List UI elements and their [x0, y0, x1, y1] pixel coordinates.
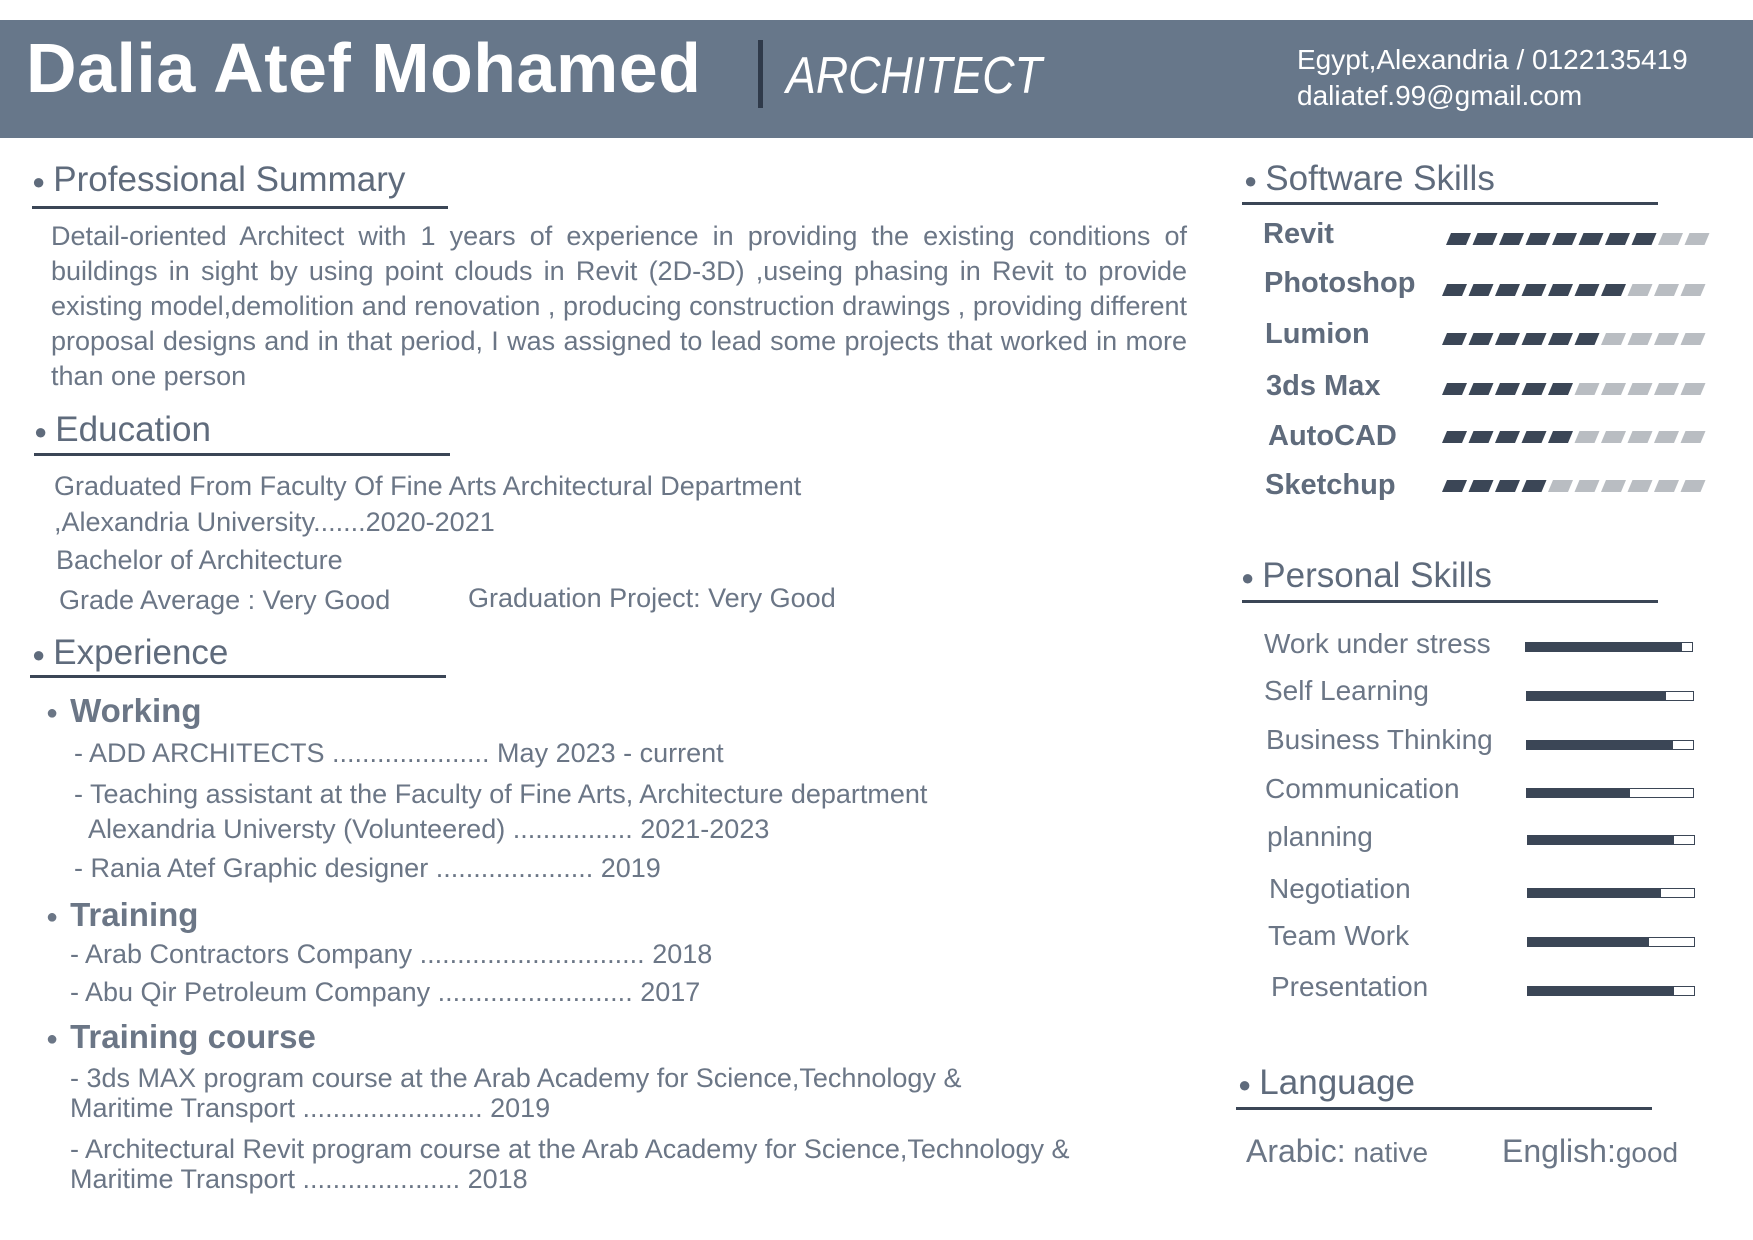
bullet-icon: ●: [1241, 564, 1255, 590]
skill-segment-empty: [1681, 333, 1706, 345]
skill-segment-filled: [1442, 480, 1467, 492]
software-skill-bar: [1446, 233, 1716, 245]
skill-segment-filled: [1442, 383, 1467, 395]
skill-segment-filled: [1469, 284, 1494, 296]
personal-skill-bar-fill: [1528, 889, 1661, 897]
skill-segment-empty: [1654, 431, 1679, 443]
skill-segment-empty: [1681, 480, 1706, 492]
skill-segment-empty: [1654, 284, 1679, 296]
summary-text: Detail-oriented Architect with 1 years of experience in providing the existing conditions of buildings in sight by using point clouds in Revit (2D-3D) ,useing phasing in Revit to provide existing model,demolition and renovation , producing construction drawings , providing different proposal designs and in that period, I was assigned to lead some projects that worked in more than one person: [51, 221, 1187, 391]
bullet-icon: ●: [46, 701, 59, 724]
education-line: Graduated From Faculty Of Fine Arts Architectural Department: [54, 471, 802, 501]
skill-segment-filled: [1548, 284, 1573, 296]
skill-segment-empty: [1548, 480, 1573, 492]
skill-segment-filled: [1473, 233, 1498, 245]
personal-skill-name: Presentation: [1271, 971, 1429, 1002]
skill-segment-filled: [1469, 431, 1494, 443]
personal-skill-name: Communication: [1265, 773, 1460, 804]
personal-skill-name: planning: [1267, 821, 1373, 852]
software-skill-name: AutoCAD: [1268, 420, 1397, 452]
education-line: ,Alexandria University.......2020-2021: [54, 507, 495, 537]
skill-segment-empty: [1654, 333, 1679, 345]
skill-segment-empty: [1575, 383, 1600, 395]
experience-heading-rule: [30, 675, 446, 678]
skill-segment-filled: [1522, 383, 1547, 395]
skill-segment-filled: [1605, 233, 1630, 245]
skill-segment-empty: [1685, 233, 1710, 245]
experience-item: Alexandria Universty (Volunteered) ................ 2021-2023: [88, 814, 770, 844]
course-item: Maritime Transport ..................... 2018: [70, 1164, 528, 1194]
skill-segment-empty: [1575, 431, 1600, 443]
summary-heading-rule: [32, 206, 448, 209]
bullet-icon: ●: [1238, 1071, 1252, 1097]
language-item: Arabic: native: [1246, 1133, 1429, 1169]
skill-segment-empty: [1654, 383, 1679, 395]
skill-segment-empty: [1601, 333, 1626, 345]
skill-segment-filled: [1495, 284, 1520, 296]
education-project: Graduation Project: Very Good: [468, 583, 836, 613]
personal-skill-bar: [1527, 835, 1695, 845]
software-skill-name: 3ds Max: [1266, 370, 1381, 402]
software-skill-bar: [1442, 480, 1712, 492]
personal-skill-name: Business Thinking: [1266, 724, 1493, 755]
software-skill-name: Lumion: [1265, 318, 1370, 350]
skill-segment-filled: [1548, 431, 1573, 443]
skill-segment-empty: [1628, 284, 1653, 296]
summary-heading: ● Professional Summary: [32, 160, 406, 199]
personal-skill-bar: [1526, 740, 1694, 750]
skill-segment-filled: [1522, 431, 1547, 443]
education-heading: ● Education: [34, 410, 211, 449]
personal-skill-name: Self Learning: [1264, 675, 1430, 706]
skill-segment-filled: [1495, 431, 1520, 443]
skill-segment-filled: [1469, 480, 1494, 492]
skill-segment-empty: [1601, 480, 1626, 492]
bullet-icon: ●: [1244, 167, 1258, 193]
bullet-icon: ●: [46, 1027, 59, 1050]
language-heading: ● Language: [1238, 1063, 1416, 1102]
personal-skill-bar: [1526, 691, 1694, 701]
personal-skills-heading-rule: [1242, 600, 1658, 603]
personal-skill-bar-fill: [1528, 938, 1649, 946]
skill-segment-filled: [1499, 233, 1524, 245]
working-subheading: ● Working: [46, 692, 202, 729]
skill-segment-empty: [1654, 480, 1679, 492]
skill-segment-empty: [1628, 383, 1653, 395]
personal-skill-name: Work under stress: [1264, 628, 1491, 659]
skill-segment-empty: [1681, 284, 1706, 296]
education-grade: Grade Average : Very Good: [59, 585, 391, 615]
skill-segment-filled: [1522, 480, 1547, 492]
education-degree: Bachelor of Architecture: [56, 545, 343, 575]
personal-skill-bar: [1526, 788, 1694, 798]
skill-segment-filled: [1442, 431, 1467, 443]
skill-segment-filled: [1548, 333, 1573, 345]
skill-segment-filled: [1442, 333, 1467, 345]
skill-segment-filled: [1495, 480, 1520, 492]
course-item: Maritime Transport ........................ 2019: [70, 1093, 551, 1123]
skill-segment-filled: [1446, 233, 1471, 245]
software-skills-heading-rule: [1242, 202, 1658, 205]
personal-skill-bar-fill: [1527, 692, 1666, 700]
personal-skill-bar-fill: [1527, 741, 1673, 749]
course-item: - 3ds MAX program course at the Arab Academy for Science,Technology &: [70, 1063, 962, 1093]
personal-skill-name: Team Work: [1268, 920, 1410, 951]
skill-segment-empty: [1628, 431, 1653, 443]
skill-segment-filled: [1575, 333, 1600, 345]
contact-location-phone: Egypt,Alexandria / 0122135419: [1297, 44, 1688, 75]
software-skill-bar: [1442, 333, 1712, 345]
skill-segment-filled: [1469, 383, 1494, 395]
bullet-icon: ●: [34, 418, 48, 444]
personal-skill-bar-fill: [1528, 836, 1674, 844]
skill-segment-filled: [1579, 233, 1604, 245]
skill-segment-empty: [1681, 431, 1706, 443]
bullet-icon: ●: [46, 905, 59, 928]
candidate-name: Dalia Atef Mohamed: [26, 29, 702, 107]
software-skill-bar: [1442, 284, 1712, 296]
personal-skill-bar-fill: [1528, 987, 1674, 995]
personal-skill-bar: [1525, 642, 1693, 652]
skill-segment-filled: [1442, 284, 1467, 296]
language-heading-rule: [1236, 1107, 1652, 1110]
personal-skill-name: Negotiation: [1269, 873, 1411, 904]
contact-email[interactable]: daliatef.99@gmail.com: [1297, 80, 1583, 111]
experience-item: - Rania Atef Graphic designer ..................... 2019: [74, 853, 661, 883]
skill-segment-filled: [1632, 233, 1657, 245]
skill-segment-empty: [1628, 480, 1653, 492]
personal-skills-heading: ● Personal Skills: [1241, 556, 1492, 595]
skill-segment-filled: [1495, 383, 1520, 395]
experience-item: - ADD ARCHITECTS ..................... May 2023 - current: [74, 738, 724, 768]
training-item: - Arab Contractors Company .............................. 2018: [70, 939, 713, 969]
skill-segment-filled: [1601, 284, 1626, 296]
software-skill-bar: [1442, 383, 1712, 395]
education-heading-rule: [34, 453, 450, 456]
skill-segment-filled: [1526, 233, 1551, 245]
job-title: ARCHITECT: [786, 47, 1042, 105]
personal-skill-bar: [1527, 986, 1695, 996]
skill-segment-filled: [1495, 333, 1520, 345]
skill-segment-filled: [1522, 333, 1547, 345]
software-skill-name: Revit: [1263, 218, 1334, 250]
language-item: English:good: [1502, 1133, 1679, 1169]
skill-segment-filled: [1548, 383, 1573, 395]
software-skill-name: Photoshop: [1264, 267, 1416, 299]
experience-heading: ● Experience: [32, 633, 229, 672]
skill-segment-empty: [1601, 431, 1626, 443]
header-divider: [758, 40, 763, 108]
software-skill-name: Sketchup: [1265, 469, 1396, 501]
software-skill-bar: [1442, 431, 1712, 443]
software-skills-heading: ● Software Skills: [1244, 159, 1495, 198]
skill-segment-filled: [1552, 233, 1577, 245]
skill-segment-filled: [1522, 284, 1547, 296]
personal-skill-bar: [1527, 888, 1695, 898]
bullet-icon: ●: [32, 641, 46, 667]
skill-segment-empty: [1575, 480, 1600, 492]
training-subheading: ● Training: [46, 896, 199, 933]
experience-item: - Teaching assistant at the Faculty of Fine Arts, Architecture department: [74, 779, 928, 809]
training-item: - Abu Qir Petroleum Company .......................... 2017: [70, 977, 701, 1007]
personal-skill-bar: [1527, 937, 1695, 947]
personal-skill-bar-fill: [1527, 789, 1630, 797]
personal-skill-bar-fill: [1526, 643, 1682, 651]
skill-segment-empty: [1628, 333, 1653, 345]
skill-segment-empty: [1601, 383, 1626, 395]
skill-segment-filled: [1469, 333, 1494, 345]
skill-segment-empty: [1658, 233, 1683, 245]
bullet-icon: ●: [32, 168, 46, 194]
courses-subheading: ● Training course: [46, 1018, 316, 1055]
course-item: - Architectural Revit program course at the Arab Academy for Science,Technology &: [70, 1134, 1070, 1164]
skill-segment-empty: [1681, 383, 1706, 395]
skill-segment-filled: [1575, 284, 1600, 296]
